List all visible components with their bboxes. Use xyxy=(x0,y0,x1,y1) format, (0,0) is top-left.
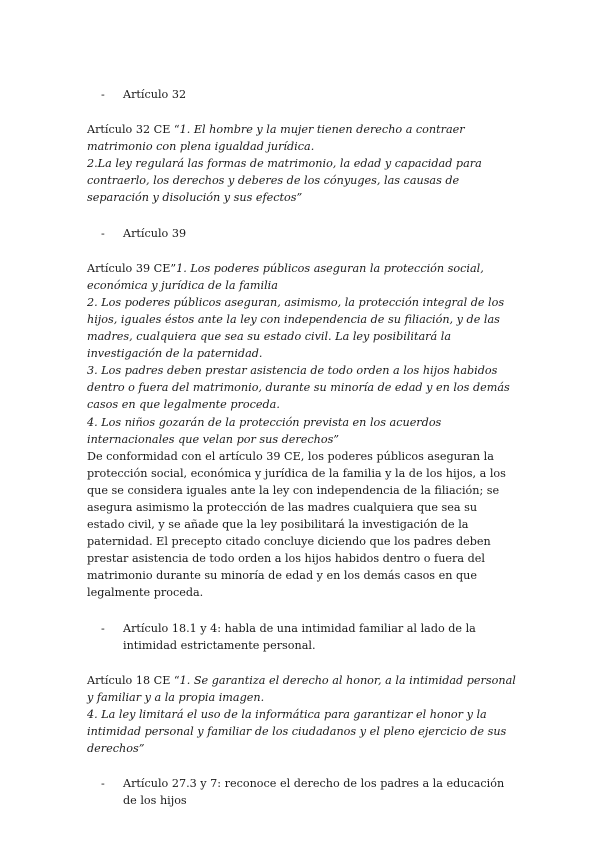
article-39-text-4: 4. Los niños gozarán de la protección prevista en los acuerdos internacionales que velan por sus derechos” xyxy=(87,415,442,446)
bullet-article-32 xyxy=(87,86,517,103)
article-18-text-4: 4. La ley limitará el uso de la informática para garantizar el honor y la intimidad personal y familiar de los ciudadanos y el pleno ejercicio de sus derechos” xyxy=(87,707,507,756)
article-39-summary: De conformidad con el artículo 39 CE, los poderes públicos aseguran la protección social, económica y jurídica de la familia y la de los hijos, a los que se considera iguales ante la ley con independencia de la filiación; se asegura asimismo la protección de las madres cualquiera que sea su estado civil, y se añade que la ley posibilitará la investigación de la paternidad. El precepto citado concluye diciendo que los padres deben prestar asistencia de todo orden a los hijos habidos dentro o fuera del matrimonio durante su minoría de edad y en los demás casos en que legalmente proceda. xyxy=(87,449,506,600)
article-32-quote xyxy=(87,121,517,155)
bullet-text: Artículo 27.3 y 7: reconoce el derecho de los padres a la educación de los hijos xyxy=(123,777,505,808)
bullet-dash: - xyxy=(101,226,105,240)
bullet-dash: - xyxy=(101,88,105,101)
article-32-text-2: 2.La ley regulará las formas de matrimonio, la edad y capacidad para contraerlo, los derechos y deberes de los cónyuges, las causas de separación y disolución y sus efectos” xyxy=(87,157,482,205)
article-39-text-1: 1. Los poderes públicos aseguran la protección social, económica y jurídica de la familia xyxy=(87,261,484,292)
bullet-dash: - xyxy=(101,777,105,791)
bullet-text: Artículo 32 xyxy=(123,88,187,101)
bullet-text: Artículo 39 xyxy=(123,226,187,240)
article-18-text-1: 1. Se garantiza el derecho al honor, a la intimidad personal y familiar y a la propia imagen. xyxy=(87,673,516,704)
article-18-lead: Artículo 18 CE “ xyxy=(87,673,180,687)
bullet-article-39 xyxy=(87,225,517,242)
article-18-quote xyxy=(87,672,517,706)
article-39-lead: Artículo 39 CE” xyxy=(87,261,177,275)
article-32-lead: Artículo 32 CE “ xyxy=(87,123,180,137)
article-39-text-3: 3. Los padres deben prestar asistencia de todo orden a los hijos habidos dentro o fuera del matrimonio, durante su minoría de edad y en los demás casos en que legalmente proceda. xyxy=(87,364,510,412)
article-39-text-2: 2. Los poderes públicos aseguran, asimismo, la protección integral de los hijos, iguales éstos ante la ley con independencia de su filiación, y de las madres, cualquiera que sea su estado civil. La ley posibilitará la investigación de la paternidad. xyxy=(87,295,505,361)
bullet-text: Artículo 18.1 y 4: habla de una intimidad familiar al lado de la intimidad estrictamente personal. xyxy=(123,621,476,652)
article-39-quote xyxy=(87,260,517,294)
bullet-article-27 xyxy=(87,775,517,809)
bullet-dash: - xyxy=(101,621,105,635)
bullet-article-18 xyxy=(87,620,517,654)
document-body xyxy=(87,86,517,809)
article-32-text-1: 1. El hombre y la mujer tienen derecho a contraer matrimonio con plena igualdad jurídica. xyxy=(87,123,465,154)
